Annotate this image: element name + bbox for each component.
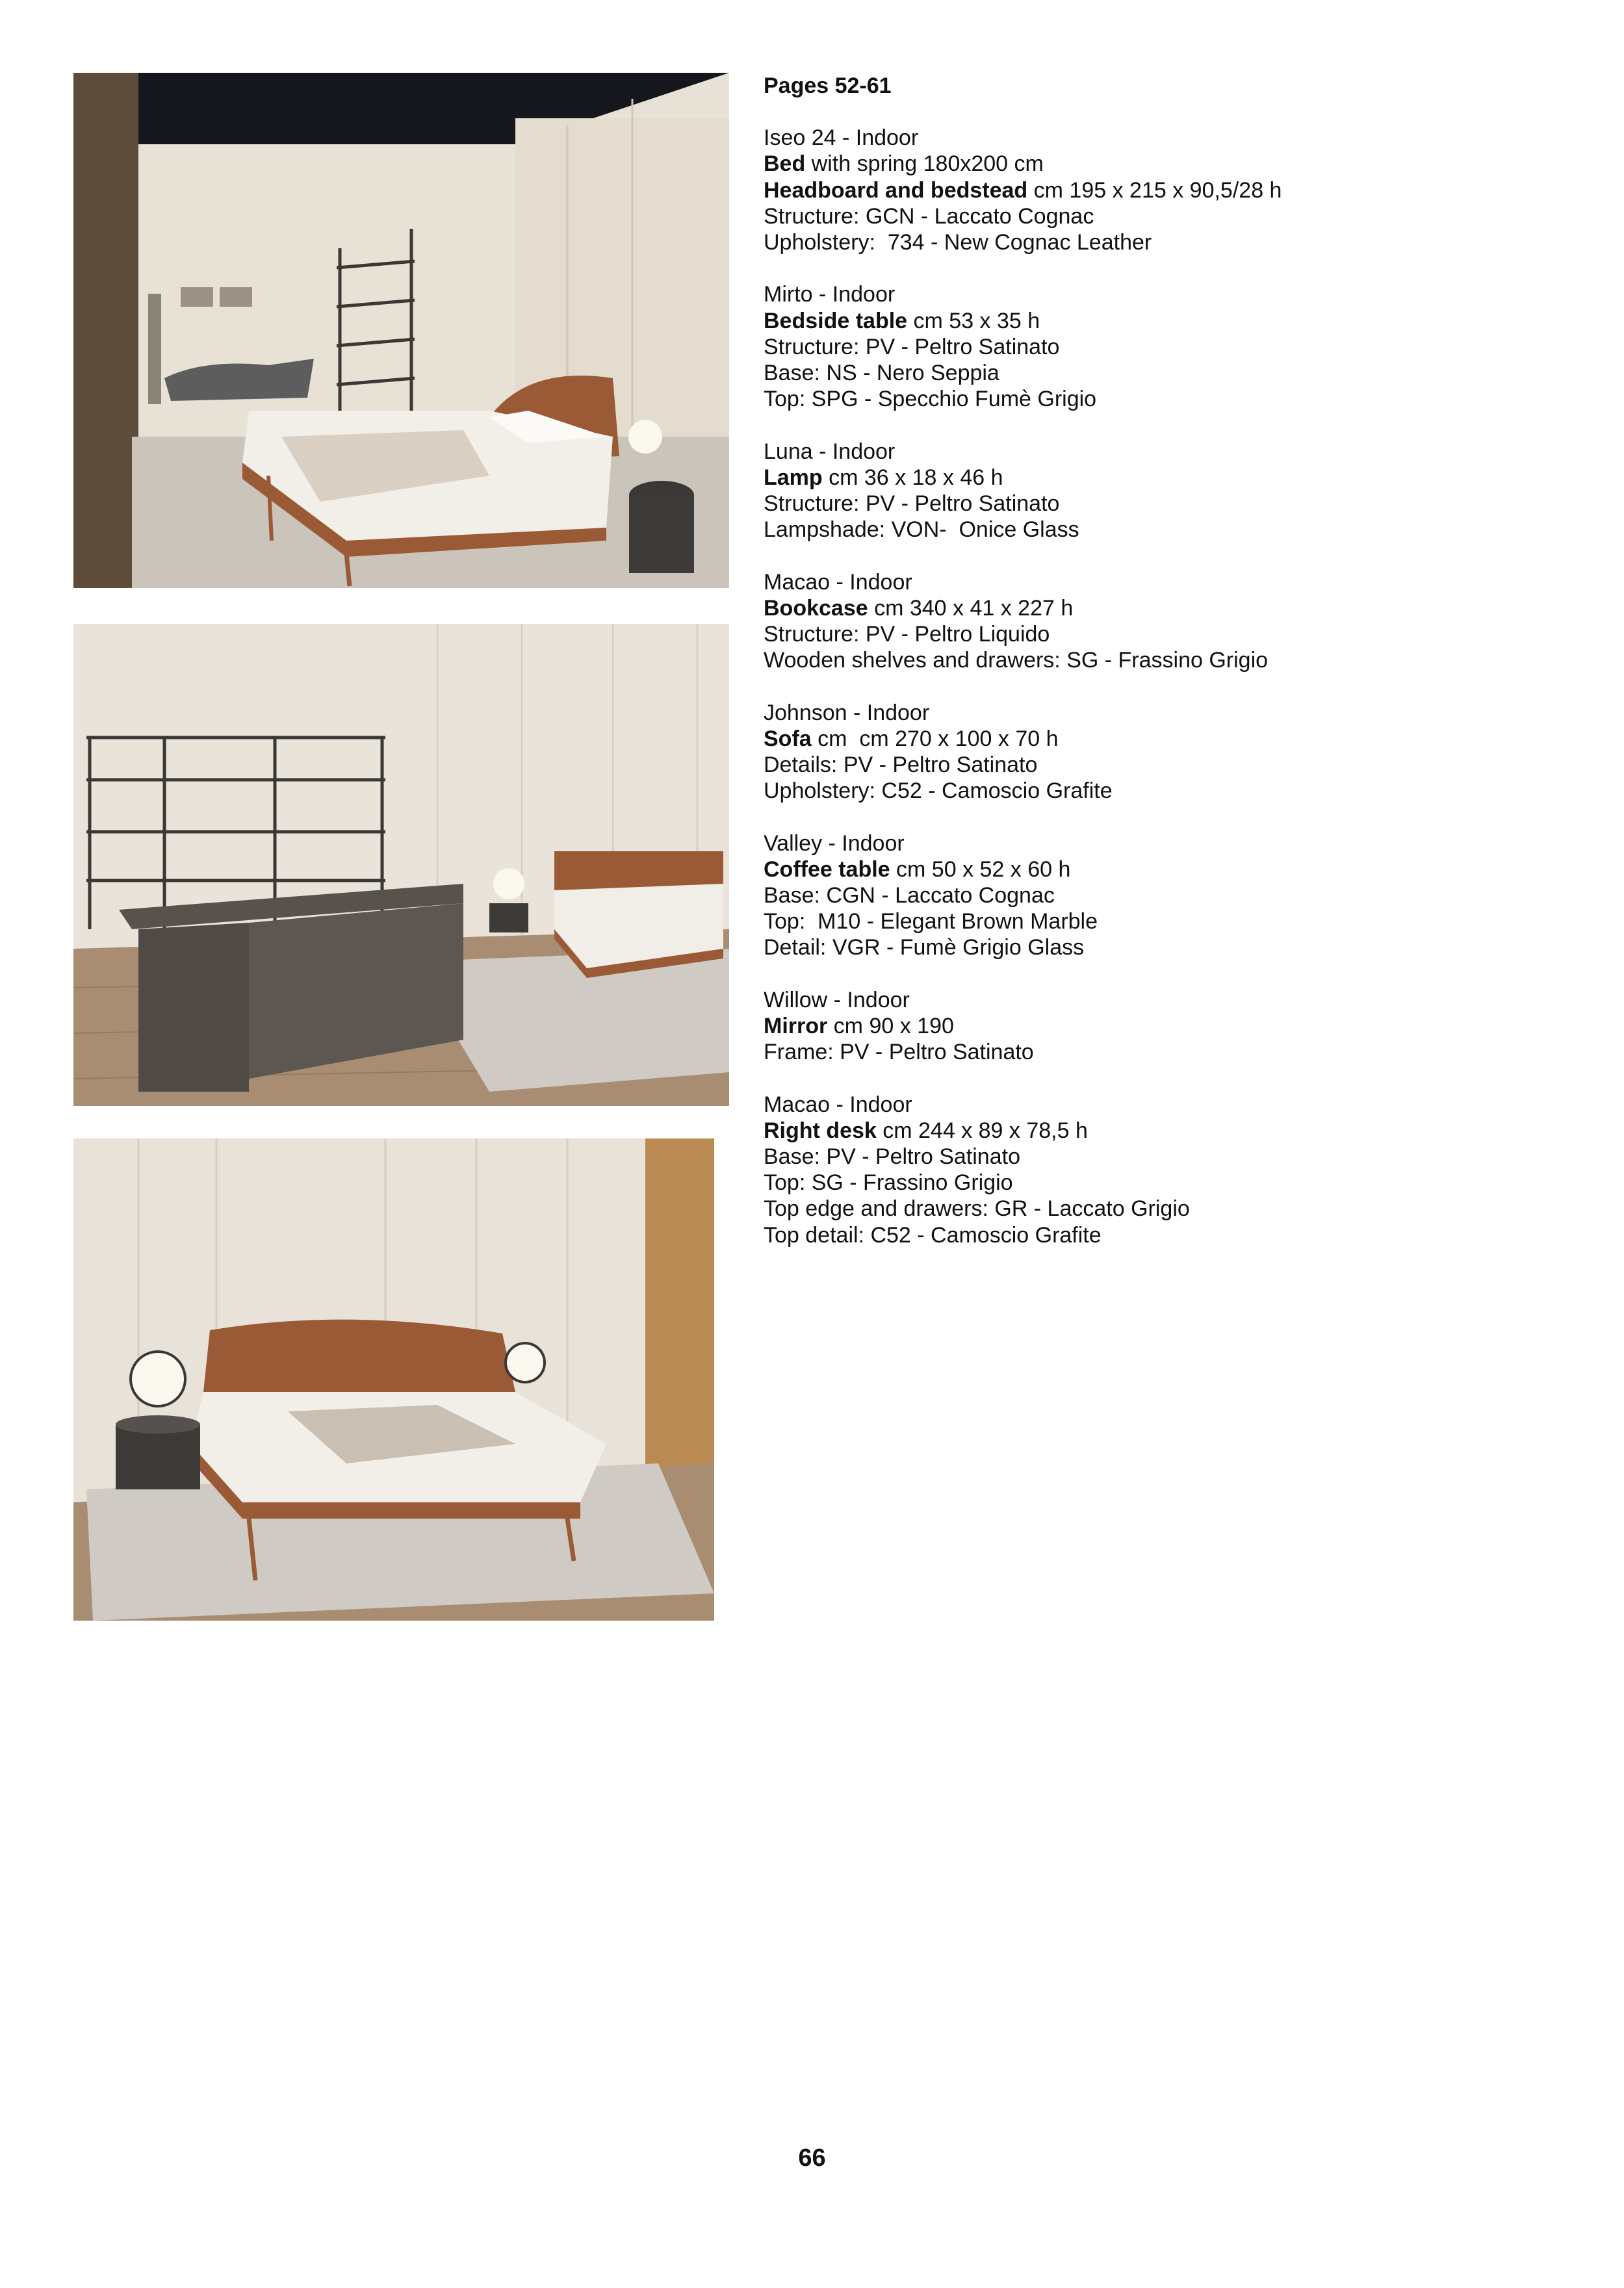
product-block	[764, 125, 1576, 255]
spec-line: Frame: PV - Peltro Satinato	[764, 1040, 1034, 1065]
bedroom-photo-1	[73, 73, 729, 588]
product-specifications	[764, 73, 1576, 1274]
product-title: Luna - Indoor	[764, 439, 896, 464]
spec-line: Top detail: C52 - Camoscio Grafite	[764, 1222, 1102, 1248]
product-title: Johnson - Indoor	[764, 700, 930, 725]
spec-line: Base: PV - Peltro Satinato	[764, 1144, 1020, 1170]
spec-line: Lamp cm 36 x 18 x 46 h	[764, 465, 1003, 490]
product-title: Macao - Indoor	[764, 1092, 912, 1117]
spec-line: Headboard and bedstead cm 195 x 215 x 90,5/28 h	[764, 177, 1282, 203]
spec-line: Upholstery: C52 - Camoscio Grafite	[764, 778, 1113, 804]
spec-line: Structure: PV - Peltro Satinato	[764, 491, 1060, 517]
spec-line: Top edge and drawers: GR - Laccato Grigio	[764, 1196, 1190, 1222]
spec-line: Structure: GCN - Laccato Cognac	[764, 203, 1094, 229]
product-block	[764, 281, 1576, 412]
product-title: Mirto - Indoor	[764, 282, 896, 307]
bedroom-photo-3	[73, 1138, 714, 1621]
spec-line: Bedside table cm 53 x 35 h	[764, 308, 1040, 333]
spec-line: Mirror cm 90 x 190	[764, 1014, 954, 1039]
spec-line: Right desk cm 244 x 89 x 78,5 h	[764, 1118, 1088, 1143]
spec-line: Coffee table cm 50 x 52 x 60 h	[764, 856, 1071, 882]
spec-line: Wooden shelves and drawers: SG - Frassino Grigio	[764, 648, 1269, 673]
pages-heading: Pages 52-61	[764, 73, 892, 98]
spec-line: Upholstery: 734 - New Cognac Leather	[764, 230, 1152, 255]
product-title: Valley - Indoor	[764, 830, 905, 856]
spec-line: Detail: VGR - Fumè Grigio Glass	[764, 935, 1085, 960]
product-block	[764, 700, 1576, 804]
spec-line: Base: CGN - Laccato Cognac	[764, 883, 1055, 908]
product-title: Iseo 24 - Indoor	[764, 125, 919, 151]
spec-line: Top: SPG - Specchio Fumè Grigio	[764, 387, 1097, 412]
spec-line: Details: PV - Peltro Satinato	[764, 752, 1038, 778]
page-number: 66	[798, 2144, 826, 2172]
product-block	[764, 569, 1576, 674]
product-title: Willow - Indoor	[764, 987, 910, 1012]
bedroom-photo-2	[73, 624, 729, 1106]
product-block	[764, 830, 1576, 961]
product-block	[764, 987, 1576, 1066]
spec-line: Top: SG - Frassino Grigio	[764, 1170, 1013, 1196]
spec-line: Sofa cm cm 270 x 100 x 70 h	[764, 726, 1059, 751]
product-block	[764, 439, 1576, 543]
spec-line: Top: M10 - Elegant Brown Marble	[764, 909, 1098, 934]
spec-line: Bed with spring 180x200 cm	[764, 151, 1044, 177]
spec-line: Structure: PV - Peltro Satinato	[764, 334, 1060, 359]
spec-line: Structure: PV - Peltro Liquido	[764, 622, 1050, 647]
spec-line: Base: NS - Nero Seppia	[764, 361, 999, 386]
spec-line: Lampshade: VON- Onice Glass	[764, 517, 1079, 543]
product-title: Macao - Indoor	[764, 569, 912, 595]
product-block	[764, 1092, 1576, 1248]
spec-line: Bookcase cm 340 x 41 x 227 h	[764, 595, 1074, 621]
